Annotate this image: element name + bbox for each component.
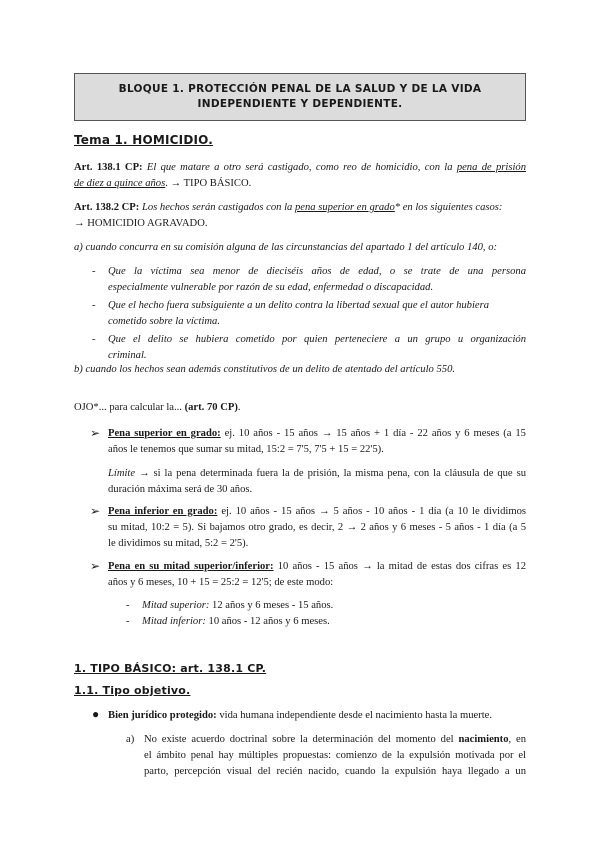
art-138-2-ref: Art. 138.2 CP: (74, 202, 140, 213)
section-1-heading: 1. TIPO BÁSICO: art. 138.1 CP. (74, 662, 267, 675)
grade-superior: Pena superior en grado: ej. 10 años - 15 años → 15 años + 1 día - 22 años y 6 meses (a 15 años le tenemos que sumar su mitad, 15:2 = 7'5, 7'5 + 15 = 22'5). (108, 428, 526, 455)
art-138-1-penalty-a: pena de prisión (456, 162, 526, 173)
art-138-1-penalty-b: de diez a quince años (74, 178, 166, 189)
limite-note: Límite → si la pena determinada fuera la de prisión, la misma pena, con la cláusula de que su duración máxima será de 30 años. (108, 468, 526, 495)
block-title-line-2: INDEPENDIENTE Y DEPENDIENTE. (197, 98, 403, 110)
art-138-1-tail: . → TIPO BÁSICO. (165, 178, 252, 189)
block-title-box (74, 73, 526, 121)
tema-heading: Tema 1. HOMICIDIO. (74, 133, 214, 147)
list-item: - Que el delito se hubiera cometido por quien perteneciere a un grupo u organización criminal. (92, 334, 526, 361)
art-138-1-ref: Art. 138.1 CP: (74, 162, 143, 173)
block-title-line-1: BLOQUE 1. PROTECCIÓN PENAL DE LA SALUD Y DE LA VIDA (118, 83, 482, 95)
bien-juridico: Bien jurídico protegido: vida humana independiente desde el nacimiento hasta la muerte. (108, 710, 493, 721)
list-item: - Mitad inferior: 10 años - 12 años y 6 meses. (126, 616, 330, 627)
art-138-2-text-2: * en los siguientes casos: (394, 202, 503, 213)
case-b: b) cuando los hechos sean además constitutivos de un delito de atentado del artículo 550. (74, 364, 456, 375)
art-138-2-penalty: pena superior en grado (295, 202, 395, 213)
arrow-bullet-icon: ➢ (90, 426, 101, 440)
grade-mitad: Pena en su mitad superior/inferior: 10 años - 15 años → la mitad de estas dos cifras es 12 años y 6 meses, 10 + 15 = 25:2 = 12'5; de este modo: (108, 561, 526, 588)
list-item: - Que la víctima sea menor de dieciséis años de edad, o se trate de una persona especialmente vulnerable por razón de su edad, enfermedad o discapacidad. (92, 266, 526, 293)
art-138-2-tail: → HOMICIDIO AGRAVADO. (74, 218, 208, 229)
ojo-note: OJO*... para calcular la... (art. 70 CP). (74, 402, 241, 413)
grade-inferior: Pena inferior en grado: ej. 10 años - 15 años → 5 años - 10 años - 1 día (a 10 le dividimos su mitad, 10:2 = 5). Si bajamos otro grado, es decir, 2 → 2 años y 6 meses - 5 años - 1 día (a 5 le dividimos su mitad, 5:2 = 2'5). (108, 506, 526, 549)
dash-list (92, 264, 526, 364)
art-138-2-text: Los hechos serán castigados con la (141, 202, 293, 213)
list-item: - Que el hecho fuera subsiguiente a un delito contra la libertad sexual que el autor hubiera cometido sobre la víctima. (92, 300, 490, 327)
art-138-1-paragraph (74, 160, 526, 192)
case-a: a) cuando concurra en su comisión alguna de las circunstancias del apartado 1 del artículo 140, o: (74, 242, 498, 253)
arrow-bullet-icon: ➢ (90, 559, 101, 573)
art-138-2-paragraph (74, 200, 526, 232)
bullet-dot-icon: ● (92, 707, 100, 721)
point-a: a) No existe acuerdo doctrinal sobre la determinación del momento del nacimiento, en el ámbito penal hay múltiples propuestas: comienzo de la expulsión motivada por el parto, percepción visual del recién nacido, cuando la expulsión haya llegado a un (126, 734, 527, 777)
art-138-1-text: El que matare a otro será castigado, como reo de homicidio, con la (146, 162, 453, 173)
arrow-bullet-icon: ➢ (90, 504, 101, 518)
list-item: - Mitad superior: 12 años y 6 meses - 15 años. (126, 600, 334, 611)
mitades-list (126, 598, 506, 630)
section-1-1-heading: 1.1. Tipo objetivo. (74, 684, 191, 697)
